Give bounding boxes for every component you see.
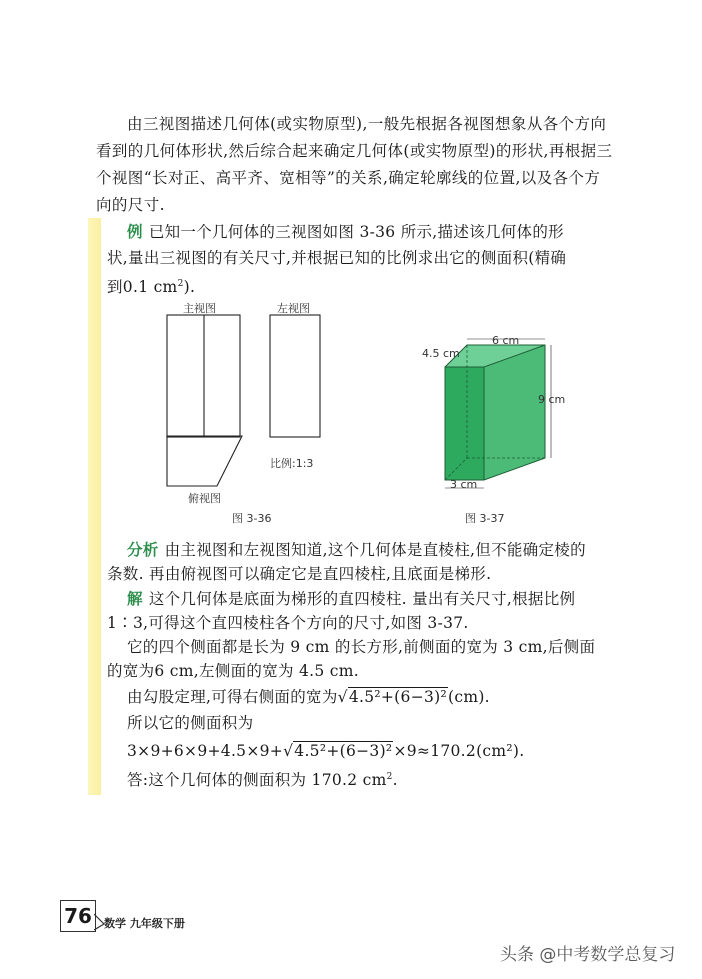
analysis-label: 分析 [127, 541, 159, 559]
solution-line-4: 的宽为6 cm,左侧面的宽为 4.5 cm. [107, 662, 360, 680]
example-text-3b: ). [183, 278, 196, 297]
book-title: 数学 九年级下册 [104, 917, 185, 930]
example-line-1 [127, 219, 564, 245]
intro-paragraph: 由三视图描述几何体(或实物原型),一般先根据各视图想象从各个方向看到的几何体形状,然后综合起来确定几何体(或实物原型)的形状,再根据三个视图“长对正、高平齐、宽相等”的关系,确定轮廓线的位置,以及各个方向的尺寸. [96, 114, 613, 214]
figure-3-36 [150, 305, 370, 530]
sqrt-expression-1: 4.5²+(6−3)² [348, 688, 447, 706]
dim-side-label: 4.5 cm [422, 347, 460, 360]
figure-3-37-caption: 图 3-37 [465, 512, 505, 525]
left-view-label: 左视图 [277, 302, 310, 315]
solution-text-5b: (cm). [448, 688, 490, 706]
figure-3-36-caption: 图 3-36 [232, 512, 272, 525]
solution-text-5a: 由勾股定理,可得右侧面的宽为 [127, 688, 338, 706]
example-text-1: 已知一个几何体的三视图如图 3-36 所示,描述该几何体的形 [148, 223, 564, 241]
example-line-3: 到0.1 $cm^2$). [107, 278, 196, 297]
example-label: 例 [127, 223, 143, 241]
prism-front-face [445, 367, 484, 480]
analysis-line-2: 条数. 再由俯视图可以确定它是直四棱柱,且底面是梯形. [107, 565, 492, 583]
example-sidebar [88, 218, 101, 795]
top-view-trapezoid [167, 436, 242, 486]
solution-line-6: 所以它的侧面积为 [127, 714, 254, 732]
scale-label: 比例:1:3 [270, 457, 314, 470]
solution-line-5: 由勾股定理,可得右侧面的宽为√4.5²+(6−3)²(cm). [127, 688, 490, 706]
dim-height-label: 9 cm [538, 393, 566, 406]
solution-text-8b: . [392, 771, 398, 790]
solution-text-8a: 答:这个几何体的侧面积为 170.2 cm [127, 771, 387, 790]
analysis-line-1 [127, 537, 586, 563]
solution-text-7b: ×9≈170.2(cm²). [393, 742, 525, 760]
solution-line-7: 3×9+6×9+4.5×9+√4.5²+(6−3)²×9≈170.2(cm²). [127, 742, 525, 760]
solution-line-8: 答:这个几何体的侧面积为 170.2 $cm^2$. [127, 771, 398, 790]
example-line-2: 状,量出三视图的有关尺寸,并根据已知的比例求出它的侧面积(精确 [107, 249, 567, 267]
prism-right-face [484, 345, 545, 480]
watermark: 头条 @中考数学总复习 [500, 945, 676, 965]
solution-label: 解 [127, 590, 143, 608]
dim-top-label: 6 cm [492, 334, 520, 347]
analysis-text-1: 由主视图和左视图知道,这个几何体是直棱柱,但不能确定棱的 [164, 541, 586, 559]
example-text-3a: 到0.1 cm [107, 278, 178, 297]
top-view-label: 俯视图 [188, 492, 221, 505]
left-view-rect [270, 315, 320, 437]
solution-text-7a: 3×9+6×9+4.5×9+ [127, 742, 284, 760]
main-view-label: 主视图 [183, 302, 216, 315]
dim-bottom-label: 3 cm [450, 478, 478, 491]
page-number: 76 [60, 900, 96, 932]
solution-text-1: 这个几何体是底面为梯形的直四棱柱. 量出有关尺寸,根据比例 [148, 590, 576, 608]
solution-line-3: 它的四个侧面都是长为 9 cm 的长方形,前侧面的宽为 3 cm,后侧面 [127, 638, 596, 656]
sqrt-expression-2: 4.5²+(6−3)² [294, 742, 393, 760]
solution-line-1 [127, 586, 575, 612]
solution-line-2: 1∶3,可得这个直四棱柱各个方向的尺寸,如图 3-37. [107, 614, 469, 632]
